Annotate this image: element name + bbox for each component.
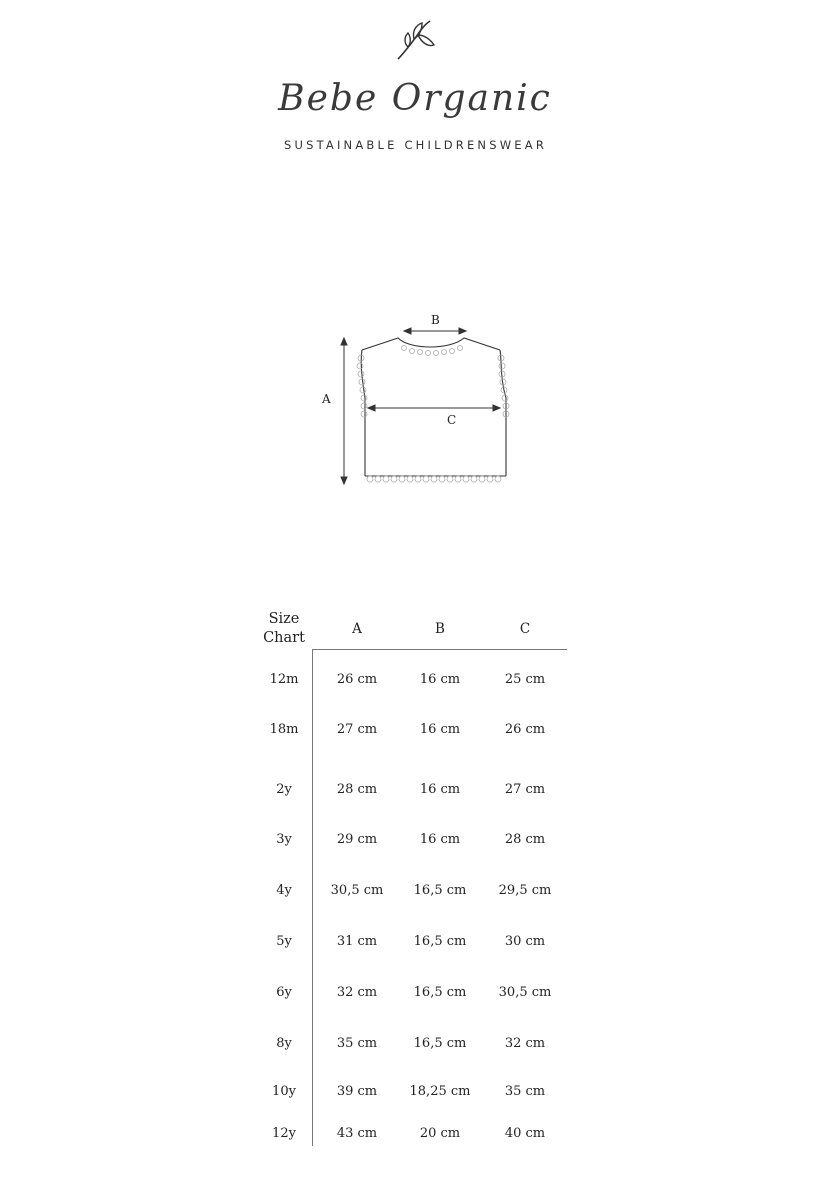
cell-b: 16,5 cm (413, 985, 467, 1000)
size-chart-table (255, 605, 575, 1165)
row-size-label: 8y (276, 1036, 292, 1051)
garment-diagram-svg (310, 308, 530, 488)
cell-c: 25 cm (504, 672, 546, 687)
cell-b: 16,5 cm (413, 1036, 467, 1051)
cell-a: 35 cm (336, 1036, 378, 1051)
row-size-label: 18m (269, 722, 299, 737)
cell-a: 28 cm (336, 782, 378, 797)
column-header-b: B (435, 621, 445, 637)
cell-a: 30,5 cm (330, 883, 384, 898)
row-size-label: 5y (276, 934, 292, 949)
cell-c: 27 cm (504, 782, 546, 797)
size-chart-title: Size Chart (263, 611, 305, 646)
header-divider (313, 649, 567, 650)
cell-c: 30 cm (504, 934, 546, 949)
measurement-arrow-a (341, 338, 347, 484)
hem-pompom-trim (367, 476, 501, 482)
cell-b: 16,5 cm (413, 883, 467, 898)
cell-a: 39 cm (336, 1084, 378, 1099)
row-size-label: 3y (276, 832, 292, 847)
row-size-label: 4y (276, 883, 292, 898)
brand-name: Bebe Organic (278, 78, 552, 119)
measurement-label-a: A (322, 392, 331, 406)
row-size-label: 2y (276, 782, 292, 797)
cell-b: 16 cm (419, 672, 461, 687)
row-size-label: 10y (272, 1084, 296, 1099)
brand-logo (0, 10, 831, 160)
column-header-a: A (352, 621, 362, 637)
cell-b: 16 cm (419, 722, 461, 737)
cell-b: 18,25 cm (409, 1084, 471, 1099)
measurement-label-b: B (431, 313, 440, 327)
garment-outline (361, 338, 506, 476)
cell-c: 28 cm (504, 832, 546, 847)
row-size-label: 12m (269, 672, 299, 687)
cell-b: 16,5 cm (413, 934, 467, 949)
measurement-arrow-c (368, 405, 500, 411)
cell-a: 26 cm (336, 672, 378, 687)
garment-measurement-diagram (310, 308, 530, 488)
row-size-label: 6y (276, 985, 292, 1000)
cell-c: 40 cm (504, 1126, 546, 1141)
row-size-label: 12y (272, 1126, 296, 1141)
cell-b: 20 cm (419, 1126, 461, 1141)
cell-a: 29 cm (336, 832, 378, 847)
cell-b: 16 cm (419, 832, 461, 847)
measurement-arrow-b (404, 328, 466, 334)
cell-c: 32 cm (504, 1036, 546, 1051)
measurement-label-c: C (447, 413, 457, 427)
cell-a: 31 cm (336, 934, 378, 949)
brand-tagline: SUSTAINABLE CHILDRENSWEAR (283, 138, 548, 152)
leaf-sprig-icon (390, 15, 442, 67)
cell-c: 30,5 cm (498, 985, 552, 1000)
cell-b: 16 cm (419, 782, 461, 797)
cell-c: 26 cm (504, 722, 546, 737)
cell-c: 29,5 cm (498, 883, 552, 898)
cell-a: 27 cm (336, 722, 378, 737)
column-header-c: C (519, 621, 531, 637)
cell-c: 35 cm (504, 1084, 546, 1099)
cell-a: 43 cm (336, 1126, 378, 1141)
cell-a: 32 cm (336, 985, 378, 1000)
